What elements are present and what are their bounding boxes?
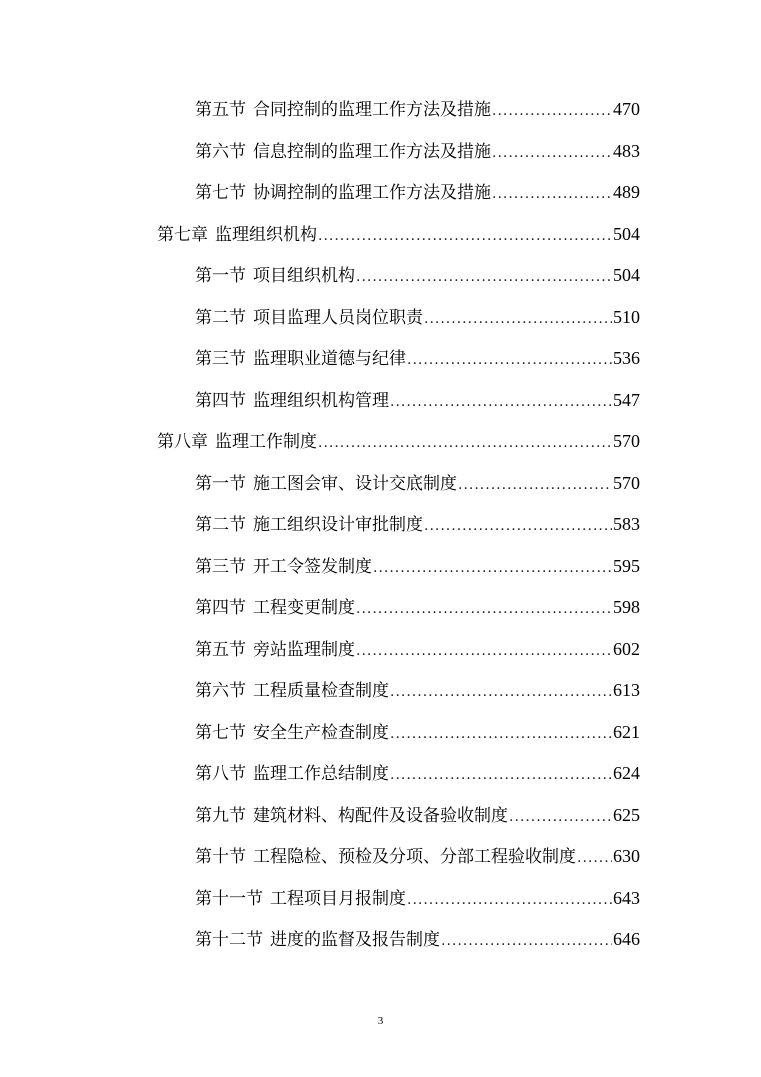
toc-leader-dots (356, 594, 612, 624)
toc-entry[interactable] (195, 675, 640, 705)
toc-entry-page: 483 (613, 141, 640, 161)
toc-entry-page: 489 (613, 182, 640, 202)
toc-entry[interactable] (157, 219, 640, 249)
toc-entry-number: 第九节 (195, 806, 246, 826)
toc-entry-page: 547 (613, 390, 640, 410)
toc-entry-title: 工程质量检查制度 (253, 681, 389, 701)
toc-leader-dots (356, 636, 612, 666)
toc-entry-page: 643 (613, 888, 640, 908)
toc-entry-page: 613 (613, 680, 640, 700)
toc-entry[interactable] (195, 717, 640, 747)
toc-entry-title: 监理组织机构管理 (253, 391, 389, 411)
toc-entry-title: 开工令签发制度 (253, 557, 372, 577)
toc-entry-page: 625 (613, 805, 640, 825)
toc-entry-number: 第三节 (195, 349, 246, 369)
toc-entry-title: 监理工作制度 (215, 432, 317, 452)
toc-entry-page: 504 (613, 224, 640, 244)
toc-entry[interactable] (195, 468, 640, 498)
toc-entry-number: 第八节 (195, 764, 246, 784)
toc-entry-page: 504 (613, 265, 640, 285)
toc-entry[interactable] (195, 94, 640, 124)
toc-entry-title: 工程项目月报制度 (270, 889, 406, 909)
toc-entry-title: 信息控制的监理工作方法及措施 (253, 142, 491, 162)
toc-entry-title: 项目组织机构 (253, 266, 355, 286)
toc-leader-dots (390, 677, 612, 707)
toc-entry[interactable] (195, 385, 640, 415)
toc-entry-number: 第七章 (157, 225, 208, 245)
toc-entry-title: 进度的监督及报告制度 (270, 930, 440, 950)
toc-entry-number: 第六节 (195, 142, 246, 162)
toc-entry-number: 第十二节 (195, 930, 263, 950)
toc-entry-title: 监理工作总结制度 (253, 764, 389, 784)
toc-leader-dots (356, 262, 612, 292)
toc-entry-title: 安全生产检查制度 (253, 723, 389, 743)
toc-entry-page: 621 (613, 722, 640, 742)
toc-entry-title: 协调控制的监理工作方法及措施 (253, 183, 491, 203)
toc-leader-dots (577, 843, 612, 873)
toc-entry-number: 第五节 (195, 100, 246, 120)
toc-entry-page: 624 (613, 763, 640, 783)
toc-entry-number: 第六节 (195, 681, 246, 701)
toc-entry-title: 合同控制的监理工作方法及措施 (253, 100, 491, 120)
toc-leader-dots (318, 428, 612, 458)
toc-entry-number: 第七节 (195, 723, 246, 743)
toc-leader-dots (390, 719, 612, 749)
toc-entry[interactable] (195, 924, 640, 954)
toc-entry-title: 监理组织机构 (215, 225, 317, 245)
toc-entry[interactable] (195, 758, 640, 788)
toc-entry[interactable] (195, 800, 640, 830)
toc-entry-number: 第八章 (157, 432, 208, 452)
toc-entry-title: 监理职业道德与纪律 (253, 349, 406, 369)
toc-entry[interactable] (195, 509, 640, 539)
toc-entry-number: 第十节 (195, 847, 246, 867)
toc-entry-title: 旁站监理制度 (253, 640, 355, 660)
toc-entry[interactable] (195, 551, 640, 581)
toc-leader-dots (424, 304, 612, 334)
toc-entry-page: 510 (613, 307, 640, 327)
toc-entry-page: 470 (613, 99, 640, 119)
toc-entry-page: 583 (613, 514, 640, 534)
toc-entry[interactable] (195, 883, 640, 913)
toc-entry[interactable] (195, 634, 640, 664)
toc-entry-title: 项目监理人员岗位职责 (253, 308, 423, 328)
toc-entry[interactable] (195, 592, 640, 622)
toc-entry[interactable] (195, 841, 640, 871)
toc-entry-title: 施工图会审、设计交底制度 (253, 474, 457, 494)
toc-entry-number: 第二节 (195, 308, 246, 328)
toc-leader-dots (492, 179, 612, 209)
toc-leader-dots (373, 553, 612, 583)
toc-entry-number: 第五节 (195, 640, 246, 660)
toc-leader-dots (492, 138, 612, 168)
toc-leader-dots (458, 470, 612, 500)
toc-entry-number: 第四节 (195, 391, 246, 411)
toc-entry-title: 工程变更制度 (253, 598, 355, 618)
toc-entry[interactable] (195, 260, 640, 290)
toc-entry-number: 第一节 (195, 474, 246, 494)
toc-entry-page: 602 (613, 639, 640, 659)
toc-entry-title: 施工组织设计审批制度 (253, 515, 423, 535)
toc-leader-dots (492, 96, 612, 126)
toc-entry-number: 第三节 (195, 557, 246, 577)
toc-entry-number: 第二节 (195, 515, 246, 535)
toc-entry-page: 598 (613, 597, 640, 617)
toc-entry-number: 第十一节 (195, 889, 263, 909)
toc-leader-dots (424, 511, 612, 541)
toc-entry-page: 570 (613, 473, 640, 493)
toc-entry-title: 建筑材料、构配件及设备验收制度 (253, 806, 508, 826)
toc-entry[interactable] (157, 426, 640, 456)
toc-entry-page: 570 (613, 431, 640, 451)
toc-entry[interactable] (195, 136, 640, 166)
toc-leader-dots (318, 221, 612, 251)
toc-entry[interactable] (195, 343, 640, 373)
toc-leader-dots (390, 760, 612, 790)
toc-entry-title: 工程隐检、预检及分项、分部工程验收制度 (253, 847, 576, 867)
toc-leader-dots (407, 345, 612, 375)
toc-leader-dots (407, 885, 612, 915)
toc-leader-dots (390, 387, 612, 417)
toc-entry[interactable] (195, 302, 640, 332)
toc-entry-page: 595 (613, 556, 640, 576)
toc-leader-dots (441, 926, 612, 956)
toc-entry-page: 630 (613, 846, 640, 866)
toc-entry-number: 第七节 (195, 183, 246, 203)
page-number: 3 (377, 1015, 384, 1027)
toc-entry-number: 第一节 (195, 266, 246, 286)
toc-entry[interactable] (195, 177, 640, 207)
toc-entry-number: 第四节 (195, 598, 246, 618)
toc-leader-dots (509, 802, 612, 832)
toc-entry-page: 646 (613, 929, 640, 949)
toc-entry-page: 536 (613, 348, 640, 368)
